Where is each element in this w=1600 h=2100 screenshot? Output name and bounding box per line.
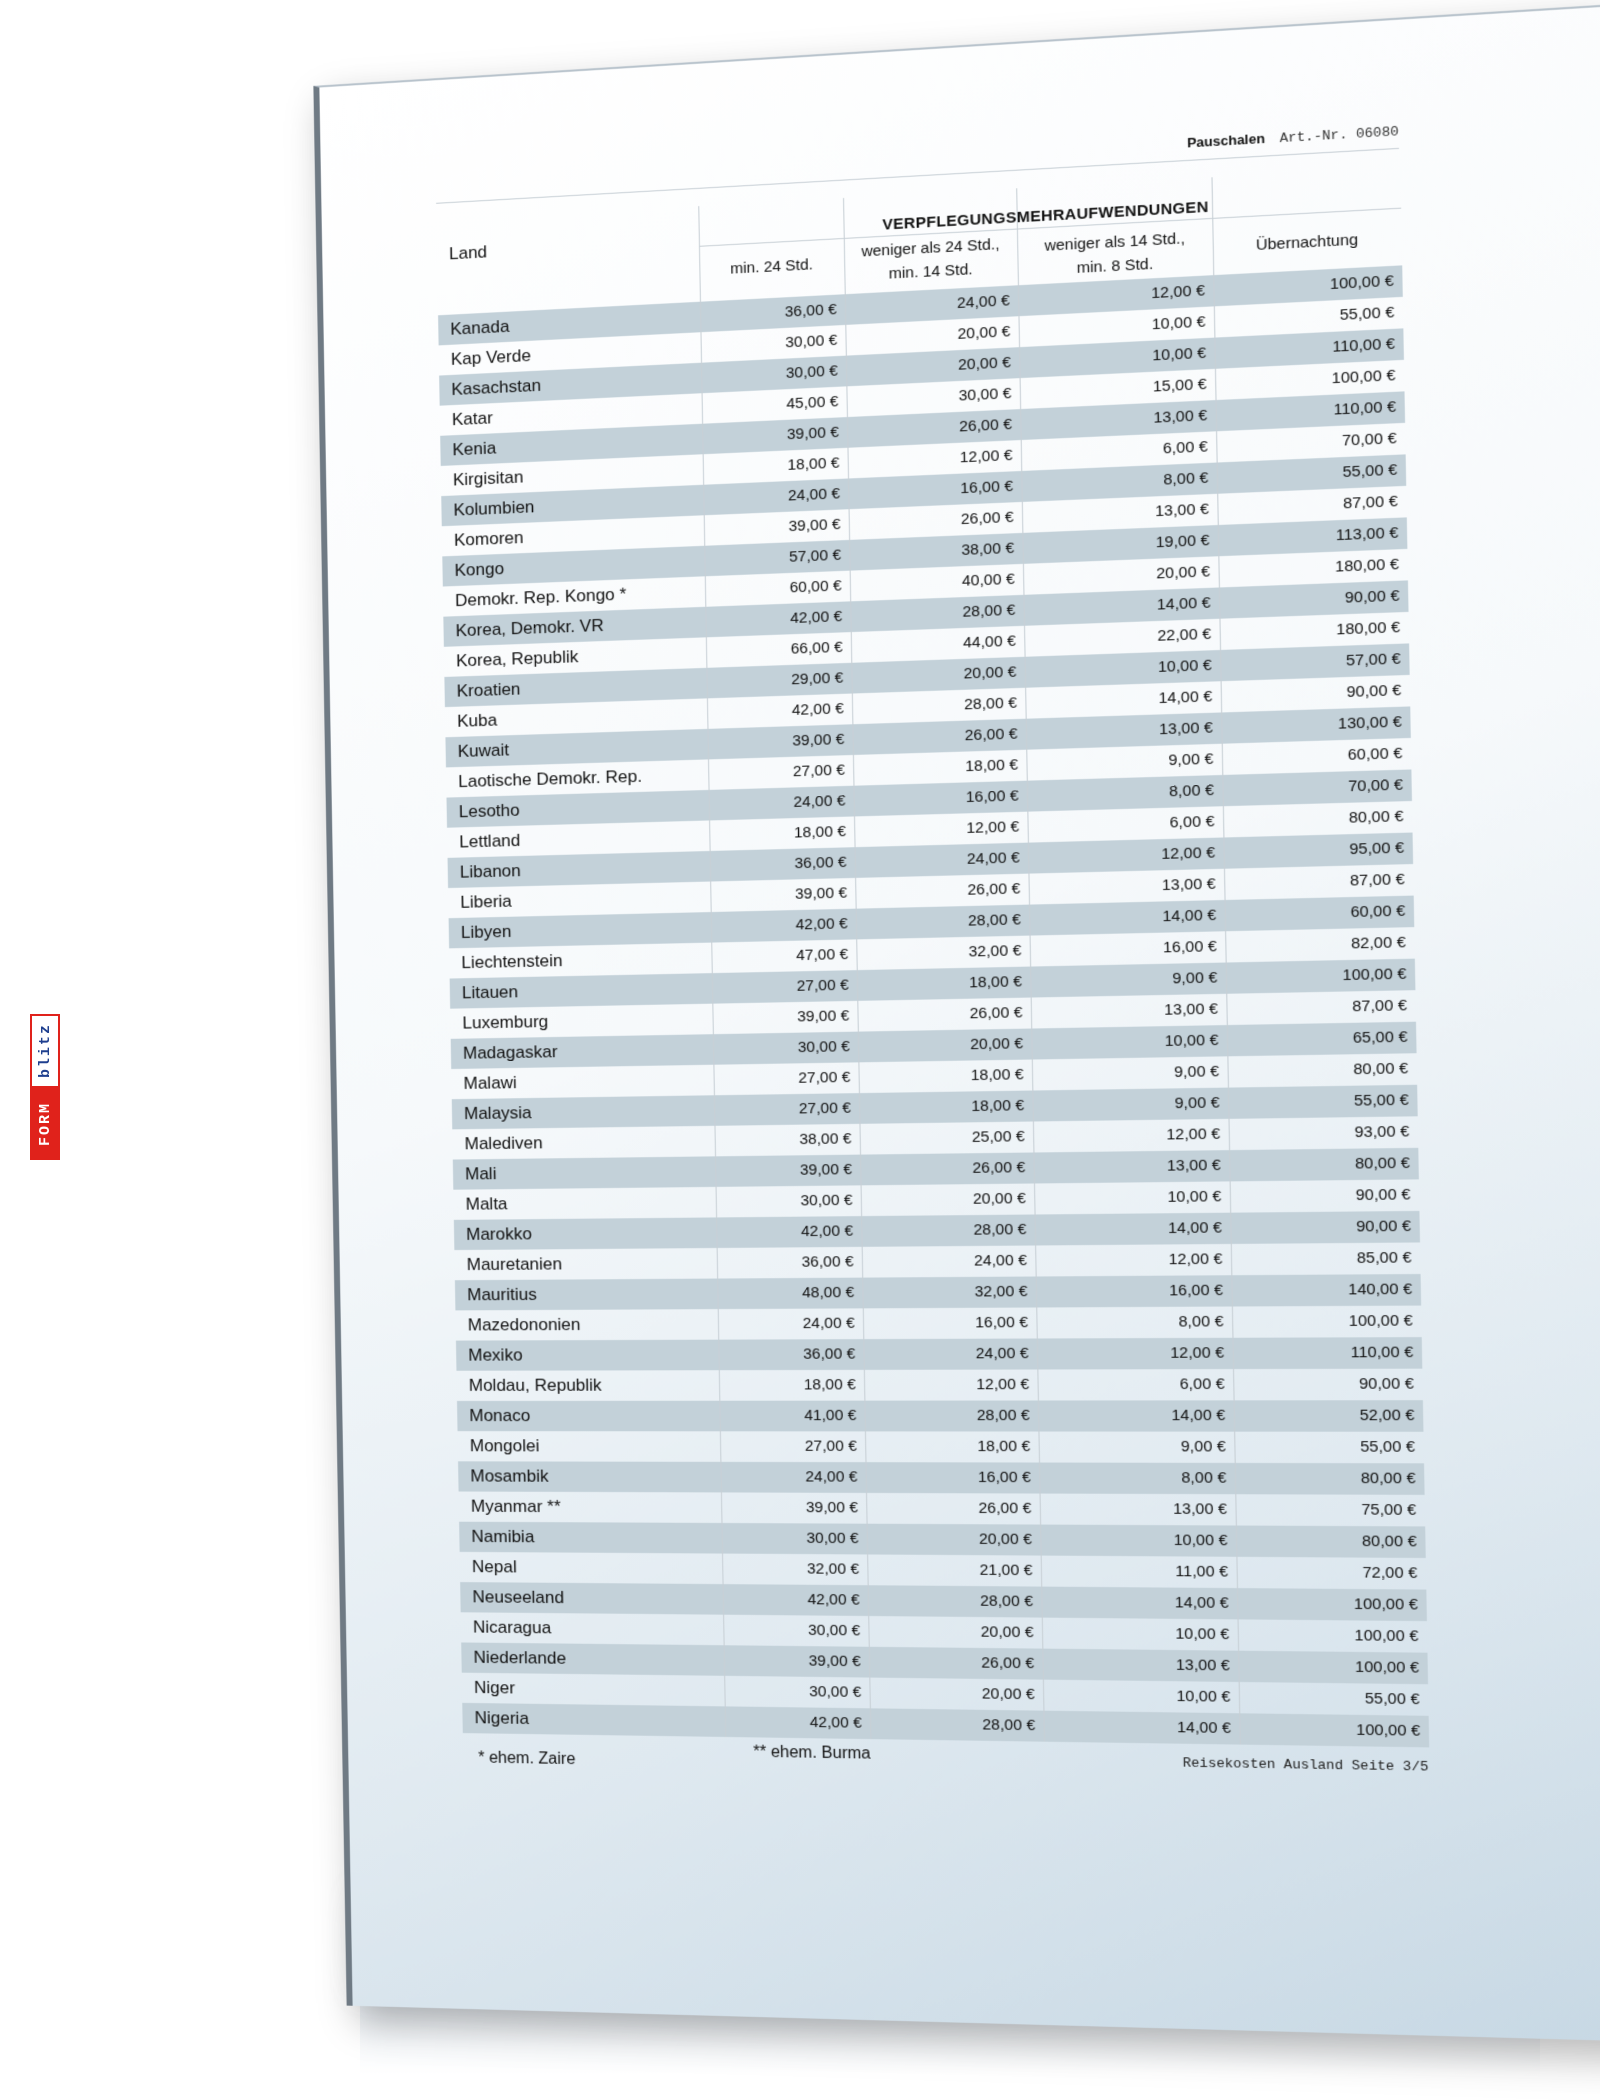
- min24-cell: 42,00 €: [707, 694, 852, 729]
- lt24-cell: 20,00 €: [851, 657, 1025, 694]
- lt14-cell: 9,00 €: [1032, 1056, 1228, 1090]
- lt24-cell: 16,00 €: [865, 1462, 1039, 1493]
- lt14-cell: 9,00 €: [1030, 963, 1226, 998]
- document-page: [313, 5, 1600, 2042]
- overnight-cell: 87,00 €: [1224, 864, 1414, 900]
- lt14-cell: 14,00 €: [1023, 588, 1219, 626]
- overnight-cell: 87,00 €: [1226, 990, 1416, 1025]
- overnight-cell: 90,00 €: [1233, 1369, 1423, 1401]
- lt24-cell: 26,00 €: [860, 1153, 1034, 1186]
- lt24-cell: 12,00 €: [847, 440, 1021, 478]
- country-cell: Lettland: [459, 830, 521, 852]
- country-cell: Litauen: [450, 973, 713, 1009]
- lt14-cell: 10,00 €: [1025, 650, 1221, 688]
- min24-cell: 24,00 €: [718, 1308, 864, 1339]
- overnight-cell: 60,00 €: [1225, 896, 1415, 932]
- country-cell: Laotische Demokr. Rep.: [458, 766, 643, 792]
- overnight-cell: 70,00 €: [1216, 423, 1406, 463]
- min24-cell: 41,00 €: [719, 1401, 865, 1432]
- lt14-cell: 13,00 €: [1033, 1150, 1229, 1183]
- overnight-cell: 100,00 €: [1215, 360, 1405, 400]
- lt14-cell: 10,00 €: [1040, 1525, 1236, 1557]
- header-lt14-line2: min. 8 Std.: [1076, 255, 1154, 278]
- country-cell: Mosambik: [458, 1461, 721, 1492]
- min24-cell: 47,00 €: [711, 939, 856, 973]
- country-cell: Myanmar **: [470, 1496, 561, 1517]
- country-cell: Mazedononien: [467, 1314, 581, 1335]
- country-cell: Mali: [453, 1156, 716, 1189]
- formblitz-logo: [30, 1010, 60, 1160]
- min24-cell: 30,00 €: [724, 1676, 870, 1709]
- min24-cell: 29,00 €: [706, 663, 851, 699]
- overnight-cell: 80,00 €: [1229, 1148, 1419, 1182]
- overnight-cell: 52,00 €: [1234, 1400, 1424, 1432]
- overnight-cell: 55,00 €: [1214, 297, 1404, 338]
- lt24-cell: 18,00 €: [865, 1431, 1039, 1462]
- overnight-cell: 65,00 €: [1227, 1022, 1417, 1057]
- min24-cell: 18,00 €: [719, 1370, 865, 1401]
- overnight-cell: 57,00 €: [1220, 643, 1410, 681]
- min24-cell: 48,00 €: [717, 1278, 863, 1309]
- country-cell: Kroatien: [444, 668, 707, 707]
- country-cell: Kongo: [442, 546, 704, 587]
- min24-cell: 27,00 €: [708, 755, 853, 790]
- lt24-cell: 28,00 €: [856, 905, 1030, 940]
- country-cell: Kasachstan: [439, 363, 701, 406]
- lt24-cell: 24,00 €: [845, 285, 1019, 325]
- min24-cell: 18,00 €: [703, 448, 848, 485]
- lt24-cell: 26,00 €: [869, 1647, 1043, 1680]
- overnight-cell: 55,00 €: [1234, 1432, 1424, 1464]
- lt14-cell: 10,00 €: [1031, 1025, 1227, 1059]
- header-lt14: [1017, 225, 1213, 283]
- country-cell: Korea, Republik: [455, 647, 579, 671]
- country-cell: Nepal: [471, 1557, 517, 1577]
- country-cell: Komoren: [453, 527, 524, 550]
- lt14-cell: 14,00 €: [1041, 1587, 1237, 1620]
- overnight-cell: 90,00 €: [1219, 580, 1409, 618]
- overnight-cell: 80,00 €: [1227, 1053, 1417, 1087]
- lt14-cell: 13,00 €: [1020, 400, 1216, 440]
- lt24-cell: 20,00 €: [867, 1524, 1041, 1556]
- overnight-cell: 82,00 €: [1225, 927, 1415, 962]
- lt24-cell: 26,00 €: [855, 874, 1029, 909]
- overnight-cell: 90,00 €: [1230, 1211, 1420, 1244]
- min24-cell: 30,00 €: [713, 1032, 859, 1065]
- lt24-cell: 38,00 €: [849, 533, 1023, 571]
- table-row: [457, 1400, 1429, 1432]
- lt14-cell: 10,00 €: [1043, 1680, 1239, 1714]
- min24-cell: 39,00 €: [721, 1492, 867, 1523]
- lt14-cell: 12,00 €: [1033, 1119, 1229, 1153]
- overnight-cell: 80,00 €: [1223, 801, 1413, 837]
- lt24-cell: 25,00 €: [859, 1122, 1033, 1155]
- country-cell: Mongolei: [469, 1436, 540, 1456]
- lt14-cell: 10,00 €: [1018, 306, 1214, 347]
- min24-cell: 66,00 €: [706, 632, 851, 668]
- min24-cell: 36,00 €: [717, 1247, 863, 1279]
- lt24-cell: 20,00 €: [868, 1616, 1042, 1649]
- table-row: [459, 1492, 1431, 1527]
- lt24-cell: 26,00 €: [857, 998, 1031, 1032]
- country-cell: Demokr. Rep. Kongo *: [454, 584, 627, 611]
- country-cell: Mexiko: [456, 1340, 719, 1371]
- min24-cell: 27,00 €: [713, 1062, 859, 1095]
- lt24-cell: 40,00 €: [850, 564, 1024, 601]
- lt14-cell: 9,00 €: [1032, 1088, 1228, 1122]
- min24-cell: 24,00 €: [720, 1462, 866, 1493]
- table-row: [458, 1461, 1430, 1495]
- overnight-cell: 87,00 €: [1217, 486, 1407, 525]
- min24-cell: 39,00 €: [724, 1645, 870, 1677]
- lt24-cell: 44,00 €: [851, 626, 1025, 663]
- min24-cell: 39,00 €: [704, 509, 849, 546]
- lt24-cell: 16,00 €: [863, 1307, 1037, 1339]
- header-lt24: [844, 232, 1018, 288]
- min24-cell: 30,00 €: [723, 1615, 869, 1647]
- country-cell: Monaco: [457, 1401, 720, 1432]
- lt24-cell: 30,00 €: [846, 378, 1020, 417]
- lt14-cell: 10,00 €: [1042, 1618, 1238, 1651]
- min24-cell: 42,00 €: [725, 1706, 871, 1739]
- lt14-cell: 9,00 €: [1038, 1432, 1234, 1463]
- min24-cell: 42,00 €: [716, 1216, 862, 1248]
- min24-cell: 30,00 €: [701, 356, 846, 394]
- lt14-cell: 13,00 €: [1022, 494, 1218, 533]
- lt14-cell: 15,00 €: [1020, 369, 1216, 409]
- lt14-cell: 6,00 €: [1027, 806, 1223, 842]
- min24-cell: 32,00 €: [722, 1554, 868, 1586]
- overnight-cell: 93,00 €: [1228, 1116, 1418, 1150]
- lt24-cell: 28,00 €: [870, 1708, 1044, 1741]
- min24-cell: 30,00 €: [716, 1185, 862, 1217]
- lt14-cell: 8,00 €: [1027, 775, 1223, 812]
- overnight-cell: 100,00 €: [1238, 1619, 1428, 1652]
- overnight-cell: 110,00 €: [1215, 391, 1405, 431]
- lt24-cell: 28,00 €: [864, 1401, 1038, 1432]
- country-cell: Kanada: [438, 302, 700, 346]
- lt14-cell: 9,00 €: [1026, 744, 1222, 781]
- footnote-burma: ** ehem. Burma: [753, 1743, 871, 1763]
- min24-cell: 30,00 €: [721, 1523, 867, 1554]
- overnight-cell: 110,00 €: [1232, 1337, 1422, 1369]
- lt14-cell: 14,00 €: [1035, 1213, 1231, 1246]
- lt24-cell: 26,00 €: [847, 409, 1021, 448]
- lt24-cell: 24,00 €: [863, 1338, 1037, 1369]
- lt14-cell: 13,00 €: [1028, 869, 1224, 905]
- lt14-cell: 14,00 €: [1043, 1711, 1239, 1745]
- overnight-cell: 72,00 €: [1236, 1557, 1426, 1590]
- lt24-cell: 12,00 €: [864, 1370, 1038, 1401]
- country-cell: Libanon: [448, 851, 711, 888]
- page-reference: Reisekosten Ausland Seite 3/5: [1182, 1755, 1429, 1775]
- country-cell: Kenia: [440, 424, 702, 466]
- lt24-cell: 24,00 €: [855, 843, 1029, 878]
- lt14-cell: 12,00 €: [1037, 1338, 1233, 1370]
- lt14-cell: 6,00 €: [1037, 1369, 1233, 1400]
- country-cell: Niger: [473, 1677, 516, 1698]
- lt24-cell: 28,00 €: [850, 595, 1024, 632]
- country-cell: Moldau, Republik: [468, 1375, 602, 1395]
- allowance-table: [436, 156, 1434, 1748]
- lt14-cell: 16,00 €: [1036, 1275, 1232, 1307]
- lt14-cell: 13,00 €: [1026, 712, 1222, 749]
- country-cell: Liechtenstein: [461, 950, 563, 973]
- country-cell: Madagaskar: [451, 1034, 714, 1069]
- logo-blitz-part: blitz: [30, 1014, 60, 1088]
- lt14-cell: 13,00 €: [1031, 994, 1227, 1029]
- country-cell: Nigeria: [462, 1703, 725, 1737]
- header-lt24-line2: min. 14 Std.: [888, 260, 973, 283]
- lt14-cell: 19,00 €: [1022, 525, 1218, 564]
- country-cell: Mauritius: [455, 1279, 718, 1311]
- lt14-cell: 8,00 €: [1021, 463, 1217, 502]
- lt24-cell: 20,00 €: [869, 1678, 1043, 1711]
- lt24-cell: 18,00 €: [857, 967, 1031, 1001]
- overnight-cell: 95,00 €: [1223, 833, 1413, 869]
- country-cell: Niederlande: [461, 1642, 724, 1675]
- country-cell: Namibia: [459, 1522, 722, 1554]
- country-cell: Luxemburg: [462, 1011, 549, 1033]
- min24-cell: 38,00 €: [714, 1124, 860, 1157]
- lt24-cell: 26,00 €: [849, 502, 1023, 540]
- overnight-cell: 113,00 €: [1218, 517, 1408, 556]
- country-cell: Kuwait: [445, 729, 708, 768]
- min24-cell: 42,00 €: [711, 909, 856, 943]
- lt24-cell: 20,00 €: [845, 316, 1019, 355]
- lt14-cell: 16,00 €: [1030, 931, 1226, 966]
- lt14-cell: 8,00 €: [1039, 1463, 1235, 1495]
- country-cell: Marokko: [454, 1217, 717, 1250]
- lt24-cell: 26,00 €: [866, 1493, 1040, 1525]
- min24-cell: 24,00 €: [703, 478, 848, 515]
- lt14-cell: 11,00 €: [1041, 1556, 1237, 1589]
- overnight-cell: 90,00 €: [1221, 675, 1411, 713]
- lt14-cell: 12,00 €: [1018, 275, 1214, 316]
- min24-cell: 45,00 €: [702, 386, 847, 423]
- lt24-cell: 18,00 €: [858, 1060, 1032, 1094]
- table-body: [438, 265, 1435, 1747]
- lt24-cell: 28,00 €: [861, 1214, 1035, 1246]
- min24-cell: 60,00 €: [705, 571, 850, 607]
- header-lt14-line1: weniger als 14 Std.,: [1044, 229, 1186, 255]
- overnight-cell: 80,00 €: [1236, 1526, 1426, 1558]
- header-overnight: Übernachtung: [1255, 230, 1359, 255]
- lt14-cell: 13,00 €: [1040, 1494, 1236, 1526]
- overnight-cell: 100,00 €: [1238, 1651, 1428, 1685]
- min24-cell: 36,00 €: [710, 847, 855, 881]
- overnight-cell: 140,00 €: [1231, 1274, 1421, 1306]
- overnight-cell: 55,00 €: [1239, 1682, 1429, 1716]
- lt24-cell: 26,00 €: [852, 719, 1026, 755]
- overnight-cell: 110,00 €: [1214, 328, 1404, 368]
- column-divider: [698, 206, 701, 302]
- min24-cell: 39,00 €: [712, 1001, 858, 1034]
- lt24-cell: 20,00 €: [861, 1183, 1035, 1216]
- country-cell: Lesotho: [446, 790, 709, 828]
- header-land: Land: [448, 242, 488, 264]
- overnight-cell: 90,00 €: [1230, 1179, 1420, 1212]
- country-cell: Kirgisitan: [452, 467, 524, 490]
- lt14-cell: 14,00 €: [1029, 900, 1225, 936]
- lt14-cell: 12,00 €: [1028, 837, 1224, 873]
- country-cell: Malawi: [463, 1072, 517, 1093]
- country-cell: Malaysia: [452, 1095, 715, 1129]
- min24-cell: 39,00 €: [707, 724, 852, 759]
- header-lt24-line1: weniger als 24 Std.,: [861, 235, 1000, 261]
- lt24-cell: 20,00 €: [858, 1029, 1032, 1063]
- lt14-cell: 8,00 €: [1036, 1307, 1232, 1339]
- lt14-cell: 14,00 €: [1038, 1400, 1234, 1431]
- country-cell: Neuseeland: [460, 1582, 723, 1615]
- country-cell: Korea, Demokr. VR: [443, 607, 706, 647]
- table-row: [455, 1306, 1427, 1341]
- overnight-cell: 180,00 €: [1219, 612, 1409, 650]
- country-cell: Kap Verde: [450, 345, 532, 369]
- overnight-cell: 130,00 €: [1221, 706, 1411, 743]
- overnight-cell: 80,00 €: [1235, 1463, 1425, 1495]
- lt14-cell: 6,00 €: [1021, 431, 1217, 471]
- table-row: [455, 1274, 1427, 1310]
- lt24-cell: 24,00 €: [862, 1245, 1036, 1277]
- min24-cell: 30,00 €: [700, 325, 845, 363]
- header-min24: min. 24 Std.: [730, 255, 814, 278]
- country-cell: Katar: [451, 408, 493, 430]
- min24-cell: 27,00 €: [720, 1431, 866, 1462]
- country-cell: Malediven: [464, 1133, 543, 1154]
- lt14-cell: 10,00 €: [1034, 1181, 1230, 1214]
- table-row: [458, 1431, 1430, 1463]
- min24-cell: 18,00 €: [709, 816, 854, 851]
- header-title: Pauschalen: [1186, 130, 1266, 151]
- lt24-cell: 16,00 €: [848, 471, 1022, 509]
- overnight-cell: 100,00 €: [1237, 1588, 1427, 1621]
- country-cell: Libyen: [449, 912, 712, 948]
- lt24-cell: 16,00 €: [853, 781, 1027, 817]
- overnight-cell: 60,00 €: [1222, 738, 1412, 775]
- overnight-cell: 55,00 €: [1217, 454, 1407, 493]
- min24-cell: 57,00 €: [704, 540, 849, 576]
- lt24-cell: 28,00 €: [868, 1585, 1042, 1617]
- logo-form-part: FORM: [30, 1088, 60, 1160]
- lt14-cell: 12,00 €: [1035, 1244, 1231, 1277]
- country-cell: Nicaragua: [472, 1617, 552, 1638]
- overnight-cell: 70,00 €: [1222, 769, 1412, 806]
- lt24-cell: 18,00 €: [853, 750, 1027, 786]
- country-cell: Mauretanien: [466, 1254, 563, 1275]
- lt14-cell: 20,00 €: [1023, 556, 1219, 595]
- min24-cell: 39,00 €: [710, 878, 855, 912]
- lt24-cell: 18,00 €: [859, 1091, 1033, 1124]
- overnight-cell: 100,00 €: [1213, 265, 1403, 306]
- min24-cell: 39,00 €: [715, 1155, 861, 1187]
- overnight-cell: 100,00 €: [1232, 1306, 1422, 1338]
- min24-cell: 24,00 €: [709, 786, 854, 821]
- document-header: [1187, 123, 1399, 152]
- overnight-cell: 100,00 €: [1239, 1713, 1429, 1747]
- min24-cell: 36,00 €: [700, 294, 845, 332]
- lt24-cell: 32,00 €: [862, 1276, 1036, 1308]
- overnight-cell: 100,00 €: [1226, 959, 1416, 994]
- lt14-cell: 22,00 €: [1024, 619, 1220, 657]
- min24-cell: 42,00 €: [723, 1584, 869, 1616]
- lt24-cell: 12,00 €: [854, 812, 1028, 848]
- min24-cell: 42,00 €: [705, 601, 850, 637]
- country-cell: Kuba: [457, 710, 498, 731]
- table-row: [456, 1369, 1428, 1401]
- overnight-cell: 180,00 €: [1218, 549, 1408, 588]
- overnight-cell: 85,00 €: [1231, 1242, 1421, 1275]
- lt24-cell: 32,00 €: [856, 936, 1030, 971]
- lt24-cell: 20,00 €: [846, 347, 1020, 386]
- country-cell: Kolumbien: [441, 485, 703, 526]
- sheet: [313, 5, 1600, 2042]
- lt24-cell: 28,00 €: [852, 688, 1026, 725]
- overnight-cell: 75,00 €: [1235, 1494, 1425, 1526]
- header-group: VERPFLEGUNGSMEHRAUFWENDUNGEN: [882, 198, 1209, 234]
- lt14-cell: 13,00 €: [1042, 1649, 1238, 1682]
- min24-cell: 36,00 €: [718, 1339, 864, 1370]
- overnight-cell: 55,00 €: [1228, 1085, 1418, 1119]
- table-row: [456, 1337, 1428, 1371]
- country-cell: Malta: [465, 1194, 508, 1214]
- lt14-cell: 14,00 €: [1025, 681, 1221, 718]
- country-cell: Liberia: [460, 891, 512, 912]
- article-number: Art.-Nr. 06080: [1279, 123, 1399, 147]
- min24-cell: 27,00 €: [712, 970, 858, 1004]
- lt24-cell: 21,00 €: [867, 1554, 1041, 1586]
- min24-cell: 27,00 €: [714, 1093, 860, 1126]
- min24-cell: 39,00 €: [702, 417, 847, 454]
- footnote-zaire: * ehem. Zaire: [478, 1749, 576, 1769]
- lt14-cell: 10,00 €: [1019, 338, 1215, 379]
